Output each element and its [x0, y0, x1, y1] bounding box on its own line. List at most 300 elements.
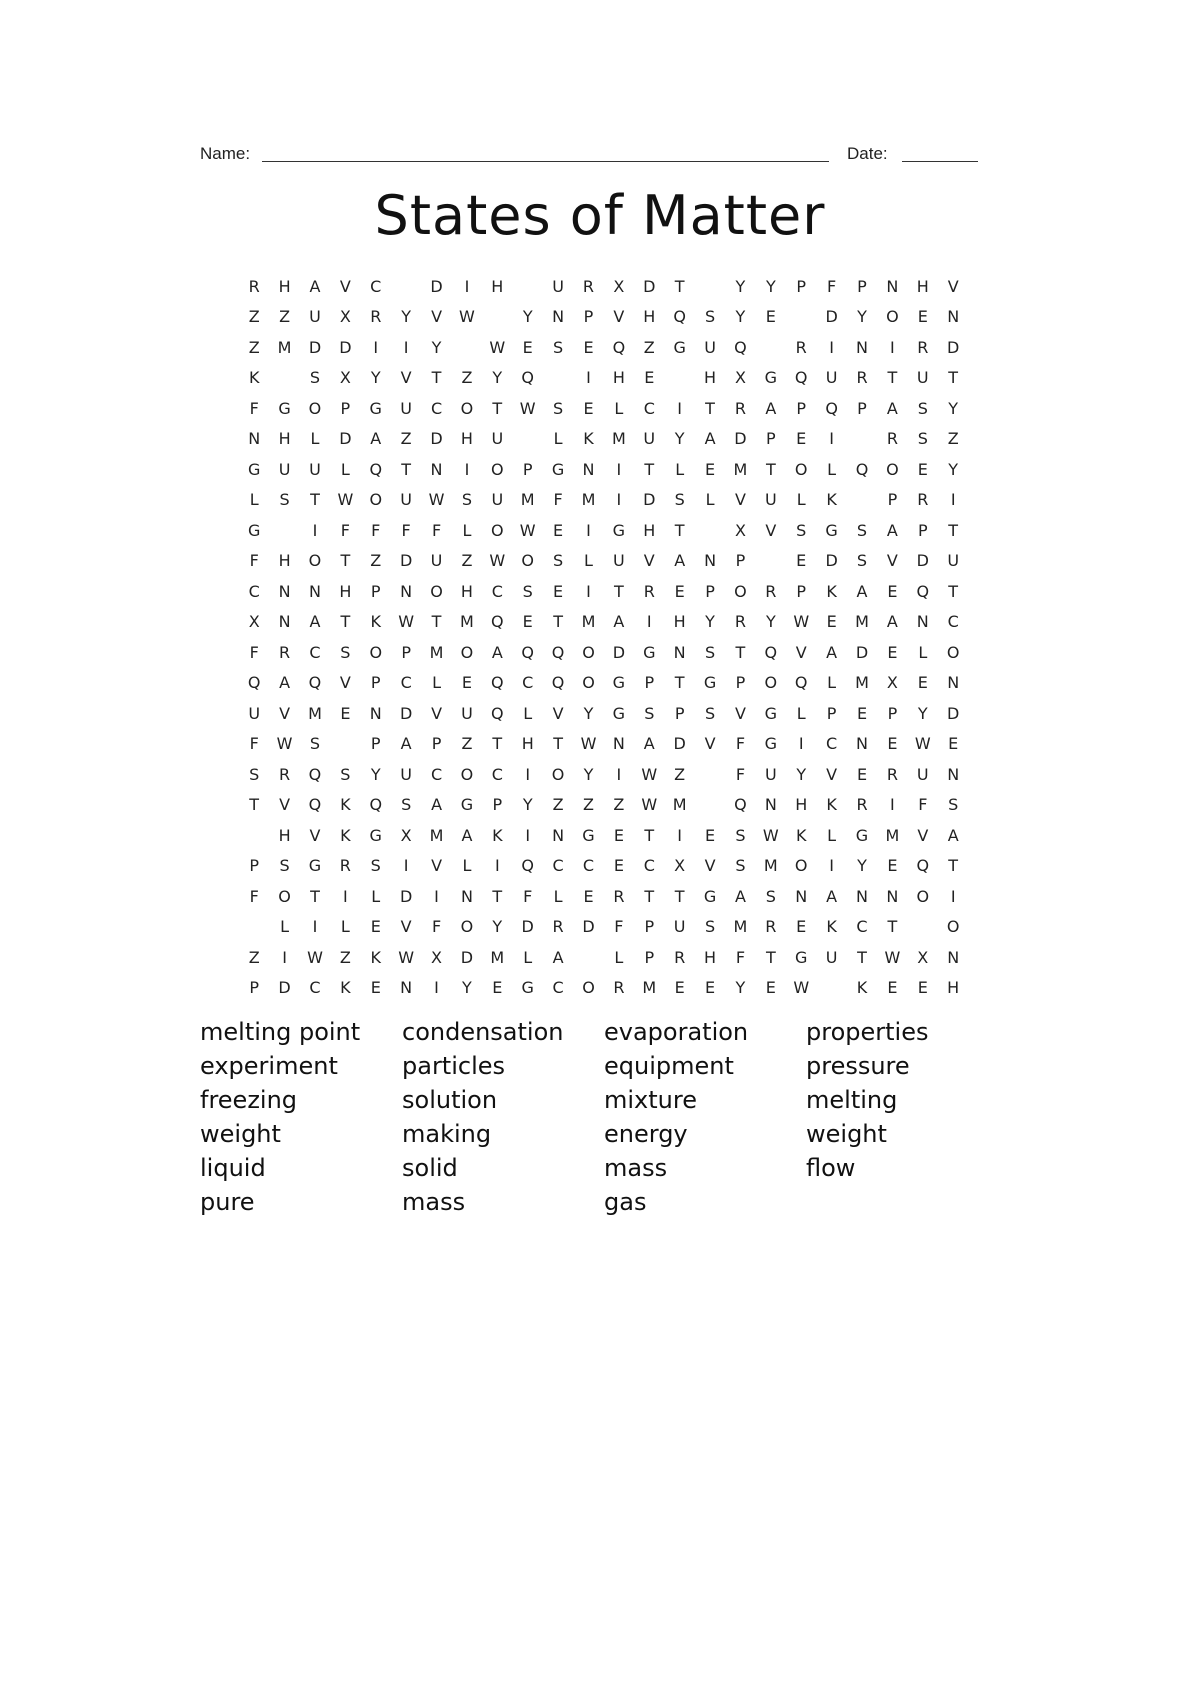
grid-letter: T [765, 947, 776, 967]
grid-letter: O [946, 642, 960, 662]
grid-letter: L [340, 917, 350, 937]
grid-letter: T [613, 581, 624, 601]
grid-letter [756, 546, 786, 577]
grid-letter: S [249, 764, 260, 784]
grid-letter: W [276, 734, 293, 754]
grid-letter: E [887, 978, 898, 998]
grid-letter: K [826, 490, 837, 510]
grid-letter: K [826, 795, 837, 815]
grid-letter: E [796, 551, 807, 571]
grid-letter: N [460, 886, 473, 906]
grid-letter: P [917, 520, 928, 540]
grid-letter: W [914, 734, 931, 754]
grid-letter: P [674, 703, 685, 723]
grid-letter: F [553, 490, 563, 510]
grid-letter: W [489, 551, 506, 571]
grid-letter: M [885, 825, 900, 845]
grid-letter: L [553, 429, 563, 449]
grid-letter: V [309, 825, 321, 845]
grid-letter: E [917, 978, 928, 998]
grid-letter: T [340, 551, 351, 571]
grid-letter: M [277, 337, 292, 357]
grid-letter: H [643, 520, 656, 540]
grid-letter: E [826, 612, 837, 632]
grid-letter: W [580, 734, 597, 754]
grid-letter: Y [735, 276, 746, 296]
grid-letter: G [764, 368, 778, 388]
grid-letter: Z [248, 337, 260, 357]
grid-letter [543, 363, 573, 394]
grid-letter: Y [735, 307, 746, 327]
grid-letter: D [339, 429, 352, 449]
grid-letter: D [521, 917, 534, 937]
grid-letter: E [887, 734, 898, 754]
grid-letter: V [826, 764, 838, 784]
grid-letter: I [373, 337, 379, 357]
word-bank-item: solid [402, 1154, 458, 1182]
grid-letter: E [674, 978, 685, 998]
grid-letter: D [825, 551, 838, 571]
grid-letter: E [887, 856, 898, 876]
grid-letter: N [369, 703, 382, 723]
grid-letter [664, 363, 694, 394]
grid-letter: R [917, 337, 929, 357]
grid-letter: T [492, 398, 503, 418]
grid-letter: Y [948, 398, 959, 418]
word-bank-item: equipment [604, 1052, 734, 1080]
grid-letter: R [917, 490, 929, 510]
grid-letter: N [552, 307, 565, 327]
grid-letter: S [553, 551, 564, 571]
name-label: Name: [200, 144, 251, 163]
grid-letter: V [431, 856, 443, 876]
grid-letter: T [492, 886, 503, 906]
grid-letter: K [340, 978, 351, 998]
grid-letter: E [917, 307, 928, 327]
grid-letter: Y [583, 703, 594, 723]
grid-letter: E [887, 642, 898, 662]
grid-letter: C [582, 856, 595, 876]
grid-letter: E [644, 368, 655, 388]
grid-letter: G [795, 947, 808, 967]
grid-letter: Z [339, 947, 351, 967]
grid-letter: G [369, 398, 382, 418]
grid-letter: L [280, 917, 290, 937]
grid-letter: S [522, 581, 533, 601]
word-bank-item: properties [806, 1018, 929, 1046]
grid-letter: P [796, 398, 807, 418]
grid-letter: A [491, 642, 503, 662]
grid-letter: O [734, 581, 747, 601]
grid-letter: T [857, 947, 867, 967]
grid-letter: Q [794, 368, 808, 388]
grid-letter: Q [916, 856, 930, 876]
grid-letter: E [613, 825, 624, 845]
grid-letter: Q [308, 764, 322, 784]
grid-letter: A [886, 520, 898, 540]
grid-letter: Q [916, 581, 930, 601]
grid-letter: T [887, 368, 898, 388]
grid-letter: I [677, 398, 683, 418]
grid-letter: U [764, 764, 777, 784]
grid-letter: K [583, 429, 594, 449]
grid-letter: E [461, 673, 472, 693]
grid-letter: L [796, 490, 806, 510]
grid-letter: Y [796, 764, 807, 784]
grid-letter: A [704, 429, 716, 449]
grid-letter: I [829, 856, 834, 876]
date-blank-line [902, 161, 978, 162]
grid-letter: K [340, 795, 351, 815]
grid-letter: I [434, 886, 439, 906]
grid-letter: D [643, 490, 656, 510]
grid-letter: N [673, 642, 686, 662]
grid-letter: U [309, 307, 321, 327]
grid-letter: E [765, 307, 776, 327]
grid-letter: D [399, 551, 413, 571]
grid-letter: V [643, 551, 655, 571]
grid-letter: I [586, 520, 591, 540]
grid-letter: T [249, 795, 260, 815]
grid-letter: G [612, 673, 626, 693]
grid-letter: I [798, 734, 804, 754]
grid-letter: A [643, 734, 655, 754]
grid-letter: U [613, 551, 625, 571]
grid-letter: I [829, 429, 834, 449]
grid-letter: S [856, 520, 868, 540]
grid-letter: X [734, 520, 746, 540]
grid-letter: Q [734, 337, 747, 357]
grid-letter: S [796, 520, 807, 540]
grid-letter: K [492, 825, 503, 845]
grid-letter: H [278, 551, 291, 571]
grid-letter: F [371, 520, 381, 540]
grid-letter: O [308, 398, 322, 418]
grid-letter: S [765, 886, 776, 906]
grid-letter: P [522, 459, 533, 479]
grid-letter: C [430, 764, 443, 784]
grid-letter: T [492, 734, 503, 754]
grid-letter: T [310, 886, 320, 906]
grid-letter: G [247, 459, 261, 479]
grid-letter: S [735, 825, 746, 845]
grid-letter: Z [279, 307, 291, 327]
grid-letter: Q [855, 459, 869, 479]
grid-letter: N [400, 978, 413, 998]
word-bank-item: gas [604, 1188, 647, 1216]
grid-letter: A [461, 825, 473, 845]
grid-letter: E [856, 764, 868, 784]
grid-letter: E [583, 337, 594, 357]
grid-letter: X [917, 947, 929, 967]
grid-letter: P [644, 917, 655, 937]
grid-letter: G [521, 978, 534, 998]
grid-letter: R [279, 764, 291, 784]
grid-letter: W [307, 947, 323, 967]
grid-letter: F [523, 886, 533, 906]
grid-letter: N [886, 886, 899, 906]
grid-letter: R [339, 856, 351, 876]
grid-letter: P [340, 398, 351, 418]
grid-letter: Y [917, 703, 928, 723]
grid-letter: L [523, 947, 533, 967]
grid-letter: K [340, 825, 351, 845]
grid-letter: F [735, 947, 746, 967]
grid-letter: Q [612, 337, 626, 357]
grid-letter: Z [461, 368, 473, 388]
grid-letter: N [704, 551, 717, 571]
grid-letter: T [948, 520, 959, 540]
grid-letter: W [884, 947, 901, 967]
grid-letter: I [525, 825, 531, 845]
grid-letter: L [462, 520, 472, 540]
date-label: Date: [847, 144, 888, 163]
grid-letter: U [248, 703, 261, 723]
grid-letter: Q [551, 642, 565, 662]
grid-letter: O [794, 459, 808, 479]
grid-letter: G [460, 795, 474, 815]
grid-letter: A [400, 734, 412, 754]
grid-letter: C [643, 856, 655, 876]
grid-letter: A [856, 581, 868, 601]
grid-letter: M [429, 642, 444, 662]
grid-letter: O [430, 581, 443, 601]
grid-letter: P [431, 734, 442, 754]
grid-letter [847, 485, 877, 516]
grid-letter: N [400, 581, 413, 601]
grid-letter: N [947, 764, 960, 784]
grid-letter: V [704, 734, 716, 754]
grid-letter: G [673, 337, 686, 357]
grid-letter: G [764, 703, 778, 723]
grid-letter: P [583, 307, 594, 327]
grid-letter: W [762, 825, 779, 845]
grid-letter: U [947, 551, 960, 571]
grid-letter: W [641, 764, 658, 784]
grid-letter: Y [674, 429, 685, 449]
grid-letter: A [279, 673, 291, 693]
grid-letter: U [400, 398, 412, 418]
grid-letter [695, 271, 725, 302]
grid-letter: N [795, 886, 808, 906]
grid-letter: X [339, 368, 351, 388]
grid-letter: M [763, 856, 778, 876]
grid-letter: M [855, 673, 869, 693]
grid-letter: I [464, 459, 470, 479]
grid-letter: Q [491, 612, 504, 632]
grid-letter: K [795, 825, 807, 845]
grid-letter: U [916, 764, 929, 784]
grid-letter [756, 332, 786, 363]
grid-letter: X [400, 825, 412, 845]
grid-letter: T [553, 734, 563, 754]
grid-letter: M [855, 612, 869, 632]
grid-letter [786, 302, 816, 333]
grid-letter: Q [491, 703, 504, 723]
grid-letter: R [643, 581, 655, 601]
grid-letter: G [308, 856, 322, 876]
grid-letter: W [793, 612, 810, 632]
grid-letter: O [551, 764, 565, 784]
word-bank-item: particles [402, 1052, 506, 1080]
grid-letter: Y [735, 978, 746, 998]
grid-letter: G [643, 642, 656, 662]
grid-letter: Y [492, 368, 503, 388]
grid-letter: T [674, 276, 685, 296]
grid-letter: S [704, 642, 716, 662]
grid-letter: L [310, 429, 320, 449]
grid-letter: U [430, 551, 443, 571]
grid-letter: O [794, 856, 808, 876]
grid-letter: E [522, 337, 533, 357]
grid-letter: P [796, 276, 807, 296]
grid-letter: V [339, 276, 351, 296]
grid-letter: C [370, 276, 382, 296]
header-line [200, 140, 980, 164]
grid-letter: V [431, 307, 443, 327]
grid-letter: U [400, 764, 412, 784]
grid-letter: V [400, 368, 412, 388]
grid-letter: N [582, 459, 595, 479]
grid-letter: Z [613, 795, 625, 815]
grid-letter: F [431, 917, 442, 937]
grid-letter: X [339, 307, 351, 327]
grid-letter: O [278, 886, 291, 906]
grid-letter: D [825, 307, 838, 327]
grid-letter: P [887, 490, 898, 510]
grid-letter: V [947, 276, 959, 296]
grid-letter: T [553, 612, 563, 632]
grid-letter [908, 912, 938, 943]
grid-letter: U [552, 276, 564, 296]
grid-letter: T [674, 520, 685, 540]
grid-letter: O [460, 642, 474, 662]
grid-letter: P [826, 703, 837, 723]
grid-letter: G [551, 459, 565, 479]
grid-letter: P [370, 734, 381, 754]
grid-letter: I [950, 886, 956, 906]
grid-letter: L [705, 490, 715, 510]
grid-letter [513, 424, 543, 455]
grid-letter: F [340, 520, 350, 540]
grid-letter: U [825, 947, 838, 967]
grid-letter: F [431, 520, 442, 540]
grid-letter: H [704, 947, 717, 967]
grid-letter: T [674, 886, 685, 906]
grid-letter [452, 332, 482, 363]
grid-letter: O [582, 978, 595, 998]
grid-letter: D [278, 978, 291, 998]
grid-letter: U [309, 459, 321, 479]
grid-letter: U [764, 490, 777, 510]
grid-letter: Y [948, 459, 959, 479]
grid-letter: V [431, 703, 443, 723]
grid-letter: U [673, 917, 686, 937]
grid-letter: F [249, 642, 259, 662]
grid-letter: X [674, 856, 686, 876]
grid-letter: N [947, 673, 960, 693]
grid-letter: O [946, 917, 960, 937]
grid-letter: S [340, 764, 351, 784]
grid-letter: S [917, 429, 928, 449]
grid-letter: Q [734, 795, 747, 815]
grid-letter: Z [947, 429, 959, 449]
grid-letter: Q [491, 673, 504, 693]
grid-letter: A [309, 612, 321, 632]
grid-letter: T [401, 459, 412, 479]
grid-letter: H [278, 429, 291, 449]
grid-letter: L [462, 856, 472, 876]
grid-letter: Q [673, 307, 686, 327]
grid-letter: Z [400, 429, 412, 449]
grid-letter: S [461, 490, 472, 510]
grid-letter: E [553, 520, 564, 540]
grid-letter: V [279, 795, 291, 815]
grid-letter: H [278, 276, 291, 296]
grid-letter: R [856, 368, 868, 388]
grid-letter: X [431, 947, 443, 967]
grid-letter: Y [401, 307, 412, 327]
grid-letter: L [584, 551, 593, 571]
grid-letter: E [917, 459, 928, 479]
grid-letter: R [279, 642, 291, 662]
grid-letter: A [886, 398, 898, 418]
grid-letter [847, 424, 877, 455]
grid-letter: I [616, 459, 622, 479]
grid-letter: M [429, 825, 444, 845]
grid-letter: N [278, 581, 291, 601]
grid-letter: W [459, 307, 475, 327]
grid-letter [573, 942, 603, 973]
grid-letter: I [616, 764, 622, 784]
grid-letter: D [612, 642, 626, 662]
grid-letter: R [856, 795, 868, 815]
grid-letter: G [764, 734, 778, 754]
grid-letter: S [674, 490, 685, 510]
grid-letter: O [764, 673, 778, 693]
grid-letter: X [248, 612, 260, 632]
grid-letter: O [460, 398, 474, 418]
grid-letter: Z [461, 551, 473, 571]
grid-letter: Q [369, 795, 383, 815]
grid-letter: P [492, 795, 503, 815]
name-blank-line [262, 161, 829, 162]
grid-letter: O [886, 307, 899, 327]
grid-letter: F [735, 764, 746, 784]
word-bank [200, 1018, 1008, 1222]
grid-letter: C [856, 917, 868, 937]
grid-letter: Y [492, 917, 503, 937]
grid-letter: O [369, 642, 383, 662]
grid-letter: R [886, 429, 898, 449]
grid-letter: P [249, 856, 260, 876]
grid-letter: U [643, 429, 656, 449]
grid-letter: P [735, 551, 746, 571]
grid-letter: S [553, 398, 564, 418]
grid-letter: M [611, 429, 626, 449]
grid-letter: F [249, 398, 259, 418]
grid-letter: R [674, 947, 686, 967]
grid-letter: I [950, 490, 956, 510]
grid-letter: U [461, 703, 473, 723]
grid-letter: T [644, 825, 655, 845]
grid-letter: A [431, 795, 443, 815]
grid-letter: L [827, 825, 837, 845]
grid-letter: V [339, 673, 351, 693]
grid-letter: I [464, 276, 470, 296]
grid-letter: V [704, 856, 716, 876]
grid-letter [695, 759, 725, 790]
